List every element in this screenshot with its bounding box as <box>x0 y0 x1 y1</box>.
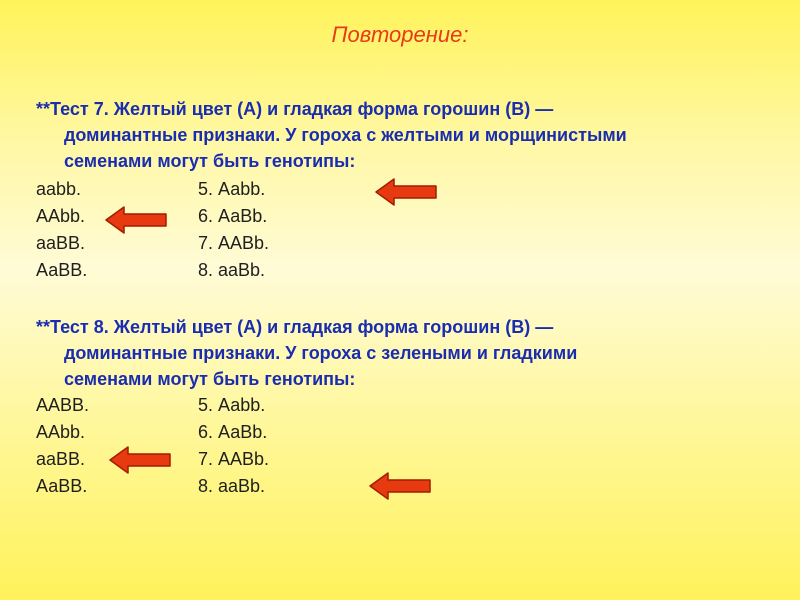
test-7-option-1: ааbb. <box>36 179 82 199</box>
test-8-option-3: ааВВ. <box>36 449 86 469</box>
test-7-option-8: 8. ааВb. <box>198 260 266 280</box>
test-7-option-6: 6. АаВb. <box>198 206 268 226</box>
test-8-question <box>36 314 776 392</box>
left-arrow-icon <box>368 471 432 501</box>
test-8-option-row <box>36 392 436 419</box>
left-arrow-icon <box>104 205 168 235</box>
test-8-option-row <box>36 446 436 473</box>
test-7-question-line-3: семенами могут быть генотипы: <box>64 151 356 171</box>
left-arrow-icon <box>374 177 438 207</box>
test-7-option-4: АаВВ. <box>36 260 88 280</box>
test-8-option-7: 7. ААВb. <box>198 449 270 469</box>
test-8-option-2: ААbb. <box>36 422 86 442</box>
test-8-option-4: АаВВ. <box>36 476 88 496</box>
test-8-question-line-3: семенами могут быть генотипы: <box>64 369 356 389</box>
test-7-question-line-2: доминантные признаки. У гороха с желтыми и морщинистыми <box>64 125 627 145</box>
left-arrow-icon <box>108 445 172 475</box>
test-8-question-line-2: доминантные признаки. У гороха с зелеными и гладкими <box>64 343 578 363</box>
test-8-option-8: 8. ааВb. <box>198 476 266 496</box>
slide-title: Повторение: <box>331 22 469 47</box>
test-7-option-2: ААbb. <box>36 206 86 226</box>
test-7-option-5: 5. Ааbb. <box>198 179 266 199</box>
test-7-option-3: ааВВ. <box>36 233 86 253</box>
test-7-question-line-1: **Тест 7. Желтый цвет (А) и гладкая форма горошин (В) — <box>36 99 554 119</box>
test-7-question <box>36 96 776 174</box>
test-7-option-row <box>36 257 436 284</box>
test-7-option-row <box>36 230 436 257</box>
test-7-option-7: 7. ААВb. <box>198 233 270 253</box>
test-8-option-6: 6. АаВb. <box>198 422 268 442</box>
test-8-option-1: ААВВ. <box>36 395 90 415</box>
test-8-option-5: 5. Ааbb. <box>198 395 266 415</box>
test-7-option-row <box>36 203 436 230</box>
test-8-question-line-1: **Тест 8. Желтый цвет (А) и гладкая форма горошин (В) — <box>36 317 554 337</box>
test-8-option-row <box>36 419 436 446</box>
